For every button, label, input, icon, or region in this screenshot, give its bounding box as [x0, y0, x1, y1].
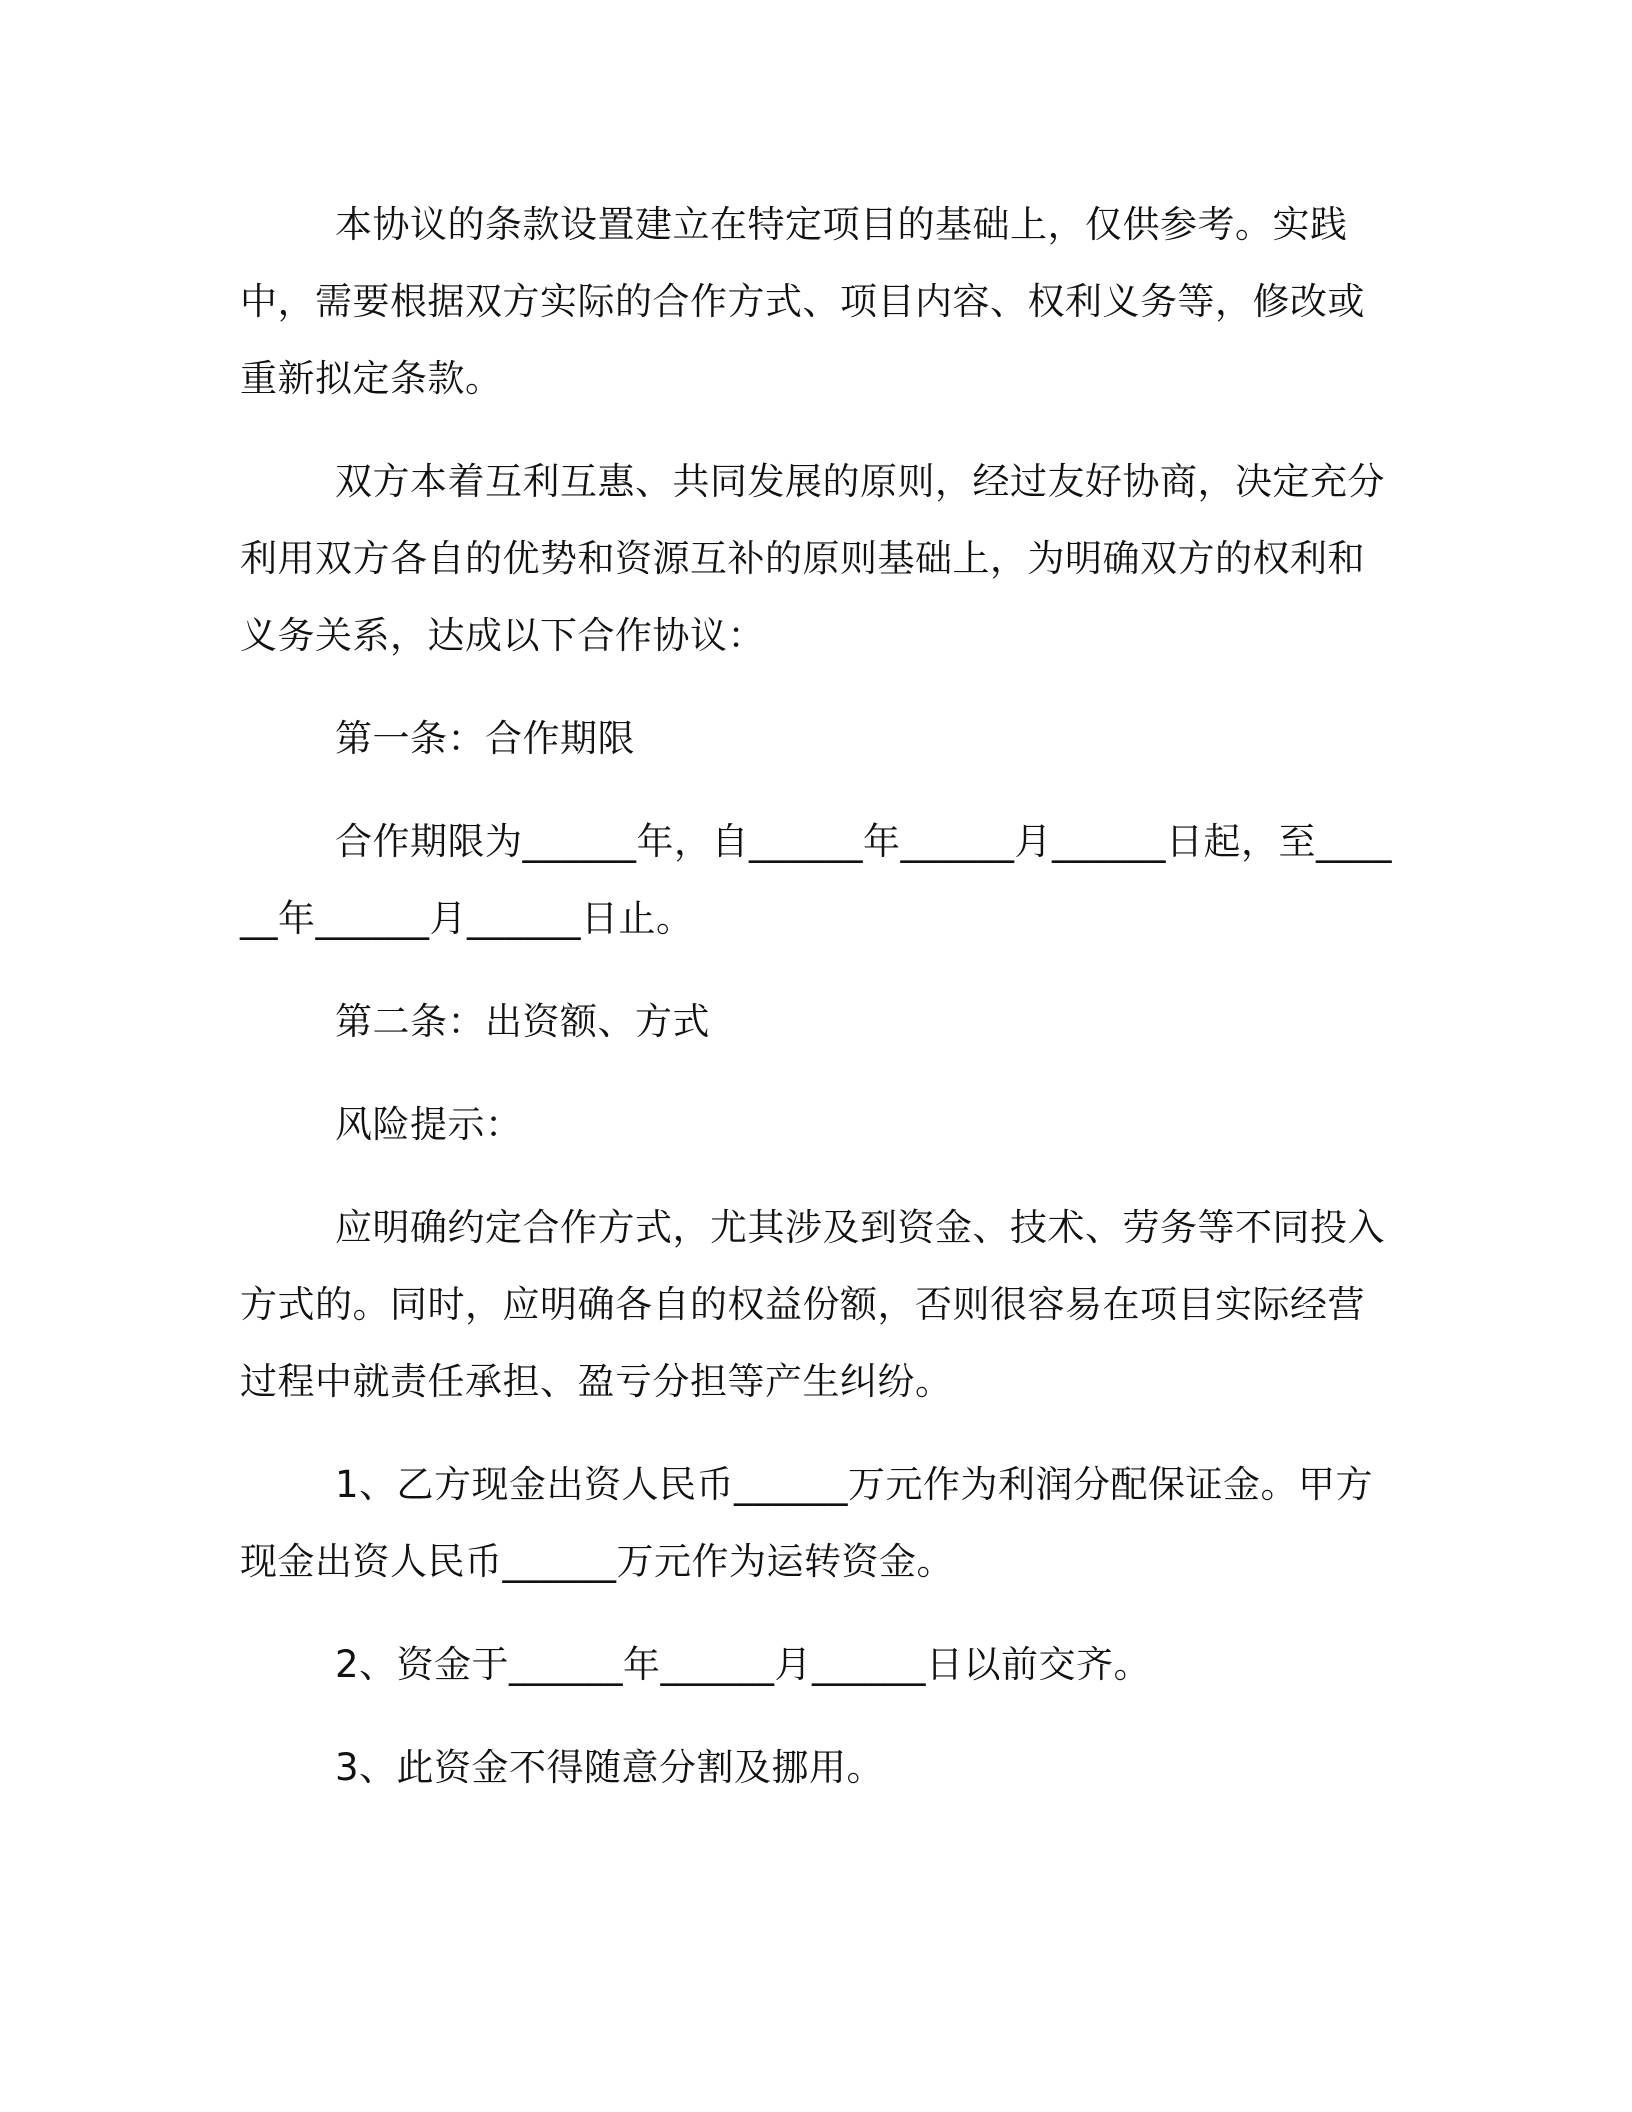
- article-1-heading: 第一条：合作期限: [335, 717, 635, 760]
- clause-1-capital-contribution: 1、乙方现金出资人民币______万元作为利润分配保证金。甲方现金出资人民币______万元作为运转资金。: [240, 1463, 1374, 1583]
- clause-3-fund-restriction: 3、此资金不得随意分割及挪用。: [335, 1746, 885, 1789]
- paragraph-disclaimer: 本协议的条款设置建立在特定项目的基础上，仅供参考。实践中，需要根据双方实际的合作方式、项目内容、权利义务等，修改或重新拟定条款。: [240, 203, 1365, 400]
- clause-2-payment-deadline: 2、资金于______年______月______日以前交齐。: [335, 1643, 1152, 1686]
- paragraph-risk-notice: 应明确约定合作方式，尤其涉及到资金、技术、劳务等不同投入方式的。同时，应明确各自的权益份额，否则很容易在项目实际经营过程中就责任承担、盈亏分担等产生纠纷。: [240, 1206, 1385, 1403]
- document-body: [240, 186, 1400, 1806]
- risk-notice-heading: 风险提示：: [335, 1103, 523, 1146]
- paragraph-cooperation-term: 合作期限为______年，自______年______月______日起，至______年______月______日止。: [240, 820, 1392, 940]
- paragraph-preamble: 双方本着互利互惠、共同发展的原则，经过友好协商，决定充分利用双方各自的优势和资源互补的原则基础上，为明确双方的权利和义务关系，达成以下合作协议：: [240, 460, 1385, 657]
- article-2-heading: 第二条：出资额、方式: [335, 1000, 710, 1043]
